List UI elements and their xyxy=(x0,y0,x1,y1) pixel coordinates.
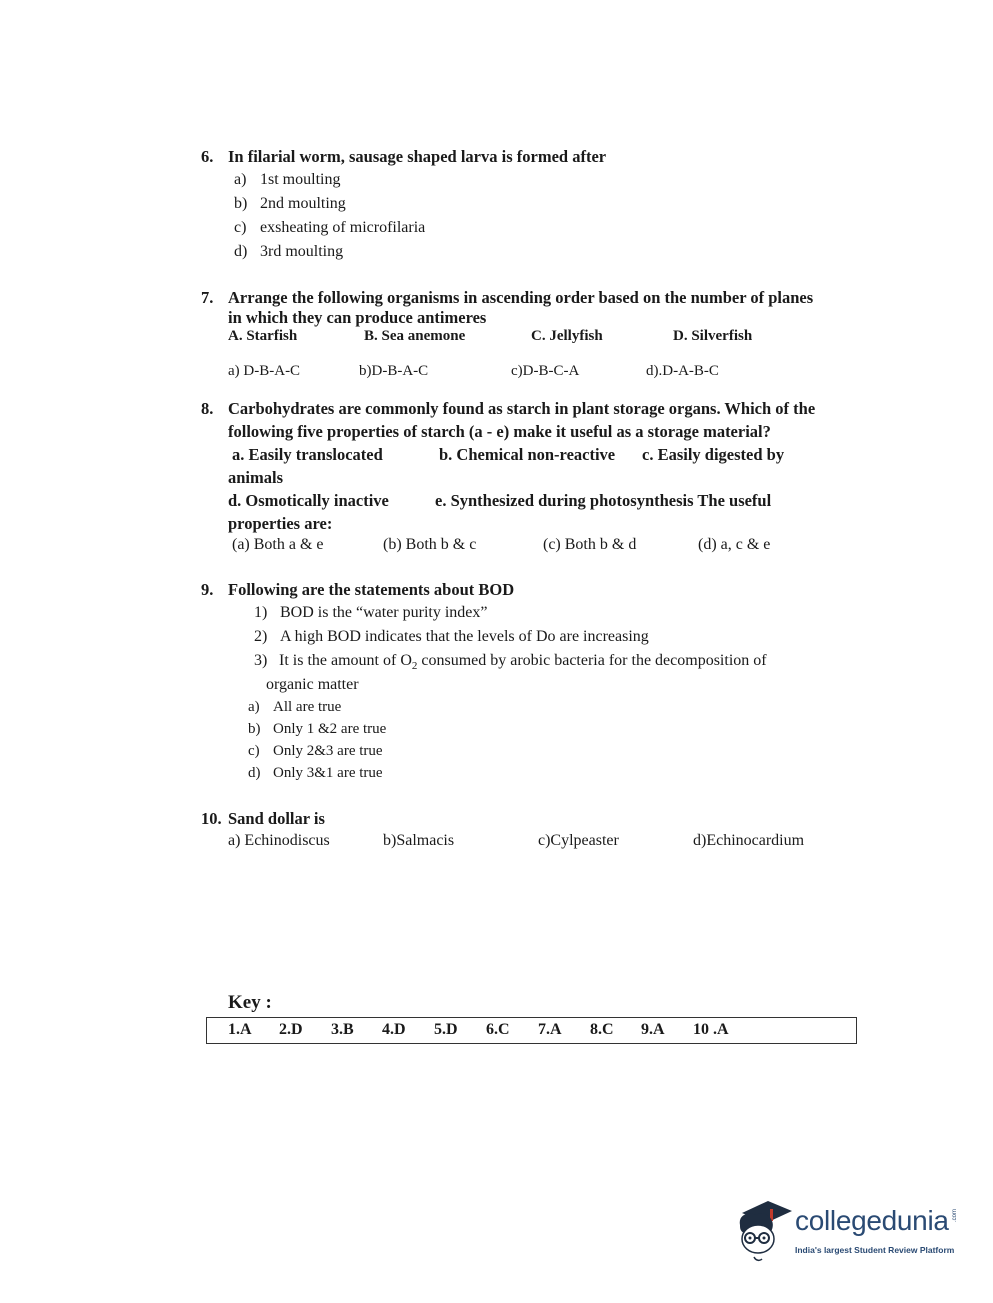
q7-item-b: B. Sea anemone xyxy=(364,328,466,344)
logo-dotcom: .com xyxy=(952,1208,958,1222)
key-answer-3: 3.B xyxy=(331,1021,354,1038)
q9-statement-1-num: 1) xyxy=(254,604,268,621)
key-answer-4: 4.D xyxy=(382,1021,406,1038)
q6-option-c-letter: c) xyxy=(234,219,247,236)
q6-number: 6. xyxy=(201,147,214,166)
q9-statement-3-num: 3) xyxy=(254,652,268,669)
key-answer-9: 9.A xyxy=(641,1021,665,1038)
q8-property-d: d. Osmotically inactive xyxy=(228,491,389,510)
key-answer-2: 2.D xyxy=(279,1021,303,1038)
q7-option-a: a) D-B-A-C xyxy=(228,363,301,379)
q9-option-b: Only 1 &2 are true xyxy=(273,721,387,737)
q8-option-a: (a) Both a & e xyxy=(232,536,324,553)
q6-option-b-letter: b) xyxy=(234,195,248,212)
key-answer-7: 7.A xyxy=(538,1021,562,1038)
q8-property-e: e. Synthesized during photosynthesis The useful xyxy=(435,491,772,510)
q9-statement-3-cont: organic matter xyxy=(266,676,359,693)
q10-option-d: d)Echinocardium xyxy=(693,832,805,849)
q8-option-c: (c) Both b & d xyxy=(543,536,637,553)
q9-option-a: All are true xyxy=(273,699,342,715)
q9-statement-3 xyxy=(279,652,767,672)
q9-statement-3-post: consumed by arobic bacteria for the decomposition of xyxy=(417,652,767,669)
key-answer-6: 6.C xyxy=(486,1021,510,1038)
q6-stem: In filarial worm, sausage shaped larva is formed after xyxy=(228,147,607,166)
q10-number: 10. xyxy=(201,809,222,828)
key-answer-1: 1.A xyxy=(228,1021,252,1038)
q8-property-b: b. Chemical non-reactive xyxy=(439,445,616,464)
key-title: Key : xyxy=(228,992,272,1013)
q9-stem: Following are the statements about BOD xyxy=(228,580,515,599)
q9-option-a-letter: a) xyxy=(248,699,260,715)
q6-option-a: 1st moulting xyxy=(260,171,341,188)
q9-statement-3-pre: It is the amount of O xyxy=(279,652,412,669)
q7-stem-line1: Arrange the following organisms in ascending order based on the number of planes xyxy=(228,288,814,307)
q7-item-c: C. Jellyfish xyxy=(531,328,603,344)
q7-number: 7. xyxy=(201,288,214,307)
answer-key-box xyxy=(206,1017,857,1044)
q9-option-c: Only 2&3 are true xyxy=(273,743,383,759)
q9-option-d: Only 3&1 are true xyxy=(273,765,383,781)
q9-option-d-letter: d) xyxy=(248,765,261,781)
q8-stem-line2: following five properties of starch (a - e) make it useful as a storage material? xyxy=(228,422,771,441)
q7-item-a: A. Starfish xyxy=(228,328,298,344)
q7-stem-line2: in which they can produce antimeres xyxy=(228,308,487,327)
key-answer-8: 8.C xyxy=(590,1021,614,1038)
q7-item-d: D. Silverfish xyxy=(673,328,753,344)
q9-statement-2: A high BOD indicates that the levels of Do are increasing xyxy=(280,628,649,645)
q9-number: 9. xyxy=(201,580,214,599)
logo-tagline: India's largest Student Review Platform xyxy=(795,1245,955,1255)
q8-property-c-cont: animals xyxy=(228,468,284,487)
key-answer-10: 10 .A xyxy=(693,1021,729,1038)
q10-option-a: a) Echinodiscus xyxy=(228,832,330,849)
q8-number: 8. xyxy=(201,399,214,418)
q6-option-b: 2nd moulting xyxy=(260,195,346,212)
q7-option-b: b)D-B-A-C xyxy=(359,363,429,379)
q8-option-d: (d) a, c & e xyxy=(698,536,771,553)
q6-option-d-letter: d) xyxy=(234,243,248,260)
q9-statement-2-num: 2) xyxy=(254,628,268,645)
q8-option-b: (b) Both b & c xyxy=(383,536,477,553)
q9-option-c-letter: c) xyxy=(248,743,260,759)
q10-option-b: b)Salmacis xyxy=(383,832,455,849)
q8-properties-tail: properties are: xyxy=(228,514,333,533)
logo-wordmark: collegedunia xyxy=(795,1205,949,1236)
q9-option-b-letter: b) xyxy=(248,721,261,737)
student-mascot-icon xyxy=(734,1195,794,1267)
q9-statement-1: BOD is the “water purity index” xyxy=(280,604,488,621)
q6-option-a-letter: a) xyxy=(234,171,247,188)
q10-option-c: c)Cylpeaster xyxy=(538,832,619,849)
q10-stem: Sand dollar is xyxy=(228,809,325,828)
q6-option-c: exsheating of microfilaria xyxy=(260,219,426,236)
q8-property-c: c. Easily digested by xyxy=(642,445,785,464)
q7-option-d: d).D-A-B-C xyxy=(646,363,719,379)
q6-option-d: 3rd moulting xyxy=(260,243,344,260)
q9-statement-3-subscript: 2 xyxy=(411,660,418,673)
q8-property-a: a. Easily translocated xyxy=(232,445,383,464)
q8-stem-line1: Carbohydrates are commonly found as starch in plant storage organs. Which of the xyxy=(228,399,816,418)
q7-option-c: c)D-B-C-A xyxy=(511,363,580,379)
key-answer-5: 5.D xyxy=(434,1021,458,1038)
